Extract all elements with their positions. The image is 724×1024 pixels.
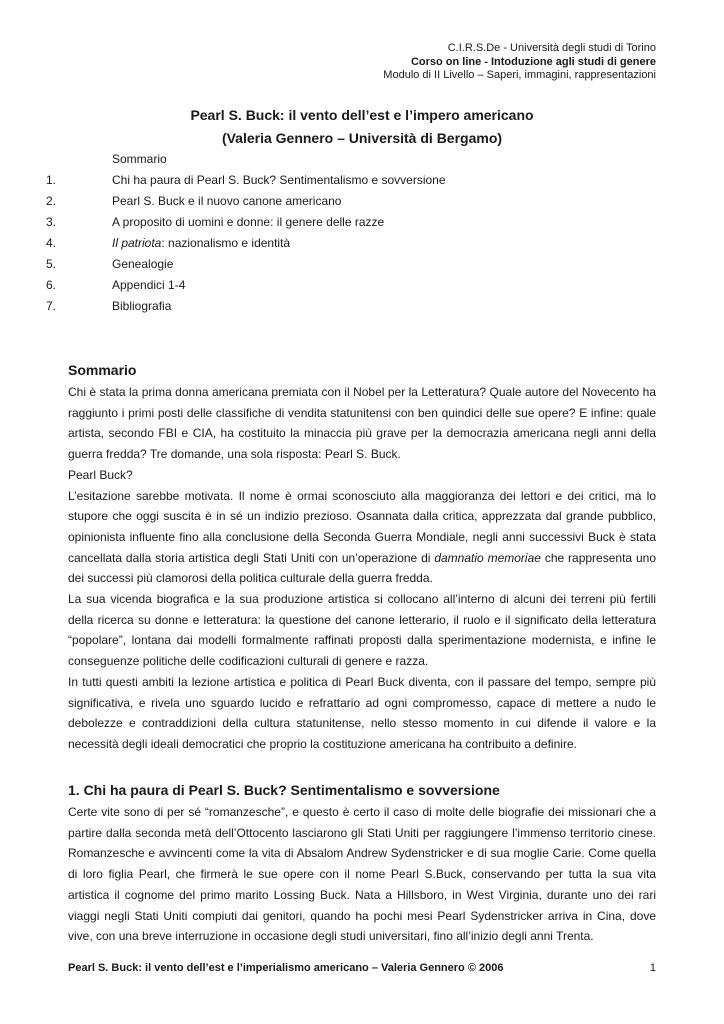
paragraph: Pearl Buck?: [68, 467, 133, 482]
paragraph: Certe vite sono di per sé “romanzesche”, e questo è certo il caso di molte delle biografie dei missionari che a partire dalla seconda metà dell’Ottocento lasciarono gli Stati Uniti per raggiungere l’immenso territorio cinese. Romanzesche e avvincenti come la vita di Absalom Andrew Sydenstricker e di sua moglie Carie. Come quella di loro figlia Pearl, che firmerà le sue opere con il nome Pearl S.Buck, conservando per tutta la sua vita artistica il cognome del primo marito Lossing Buck. Nata a Hillsboro, in West Virginia, durante uno dei rari viaggi negli Stati Uniti compiuti dai genitori, quando ha pochi mesi Pearl Sydenstricker arriva in Cina, dove vive, con una breve interruzione in occasione degli studi universitari, fino all’inizio degli anni Trenta.: [68, 805, 656, 944]
document-title: [0, 104, 724, 150]
paragraph-text: L’esitazione sarebbe motivata. Il nome è ormai sconosciuto alla maggioranza dei lettori e dei critici, ma lo stupore che oggi suscita è in sé un indizio prezioso. Osannata dalla critica, apprezzata dal grande pubblico, opinionista influente fino alla conclusione della Seconda Guerra Mondiale, negli anni successivi Buck è stata cancellata dalla storia artistica degli Stati Uniti con un’operazione di: [68, 488, 656, 565]
toc-item-label: Appendici 1-4: [112, 278, 186, 292]
toc-item: [0, 298, 724, 319]
toc-item-label: [112, 235, 290, 251]
page-number: 1: [649, 962, 656, 974]
section-sommario: [68, 361, 656, 755]
toc-item-label: Chi ha paura di Pearl S. Buck? Sentimentalismo e sovversione: [112, 173, 446, 187]
toc-list: [0, 172, 724, 319]
title-author: (Valeria Gennero – Università di Bergamo): [221, 130, 503, 146]
header-course: Corso on line - Intoduzione agli studi di genere: [410, 55, 656, 68]
toc-item-number: 2.: [46, 194, 57, 208]
section-heading: Sommario: [68, 362, 137, 378]
toc-heading: Sommario: [112, 152, 167, 166]
toc-item-label: Genealogie: [112, 257, 174, 271]
toc-item: [0, 235, 724, 256]
section-chapter-1: [68, 781, 656, 947]
course-header: [236, 42, 656, 83]
toc-item-label: Bibliografia: [112, 299, 172, 313]
header-module: Modulo di II Livello – Saperi, immagini, rappresentazioni: [383, 69, 656, 81]
paragraph: [68, 486, 656, 590]
paragraph: Chi è stata la prima donna americana premiata con il Nobel per la Letteratura? Quale autore del Novecento ha raggiunto i primi posti delle classifiche di vendita statunitensi con ben quindici delle sue opere? E infine: quale artista, secondo FBI e CIA, ha costituito la minaccia più grave per la democrazia americana negli anni della guerra fredda? Tre domande, una sola risposta: Pearl S. Buck.: [68, 385, 656, 462]
toc-item-number: 7.: [46, 299, 57, 313]
toc-item: [0, 172, 724, 193]
toc-item: [0, 256, 724, 277]
paragraph: La sua vicenda biografica e la sua produzione artistica si collocano all’interno di alcuni dei terreni più fertili della ricerca su donne e letteratura: la questione del canone letterario, il ruolo e il significato della letteratura “popolare”, lontana dai modelli formalmente raffinati proposti dalla sperimentazione modernista, e infine le conseguenze politiche delle codificazioni culturali di genere e razza.: [68, 592, 656, 669]
toc-item-number: 5.: [46, 257, 57, 271]
title-main: Pearl S. Buck: il vento dell’est e l’impero americano: [190, 107, 534, 123]
section-heading: 1. Chi ha paura di Pearl S. Buck? Sentimentalismo e sovversione: [68, 782, 500, 798]
toc-item-number: 1.: [46, 173, 57, 187]
toc-item-label: A proposito di uomini e donne: il genere delle razze: [112, 215, 385, 229]
toc-item-number: 6.: [46, 278, 57, 292]
toc-item: [0, 193, 724, 214]
paragraph-text: che rappresenta uno dei successi più clamorosi della politica culturale della guerra fredda.: [68, 550, 656, 586]
toc-item-label: Pearl S. Buck e il nuovo canone americano: [112, 194, 342, 208]
toc-item-italic: Il patriota: [112, 236, 162, 250]
toc-item-rest: : nazionalismo e identità: [161, 236, 291, 250]
header-institution: C.I.R.S.De - Università degli studi di Torino: [447, 42, 656, 54]
footer-text: Pearl S. Buck: il vento dell’est e l’imperialismo americano – Valeria Gennero © 2006: [68, 962, 504, 974]
paragraph: In tutti questi ambiti la lezione artistica e politica di Pearl Buck diventa, con il passare del tempo, sempre più significativa, e rivela uno sguardo lucido e refrattario ad ogni compromesso, capace di mettere a nudo le debolezze e contraddizioni della cultura statunitense, nello stesso momento in cui difende il valore e la necessità degli ideali democratici che proprio la costituzione americana ha contribuito a definire.: [68, 674, 656, 751]
toc-item: [0, 277, 724, 298]
page-footer: [68, 961, 656, 975]
toc-item: [0, 214, 724, 235]
toc-item-number: 3.: [46, 215, 57, 229]
toc-item-number: 4.: [46, 236, 57, 250]
italic-phrase: damnatio memoriae: [434, 550, 541, 565]
